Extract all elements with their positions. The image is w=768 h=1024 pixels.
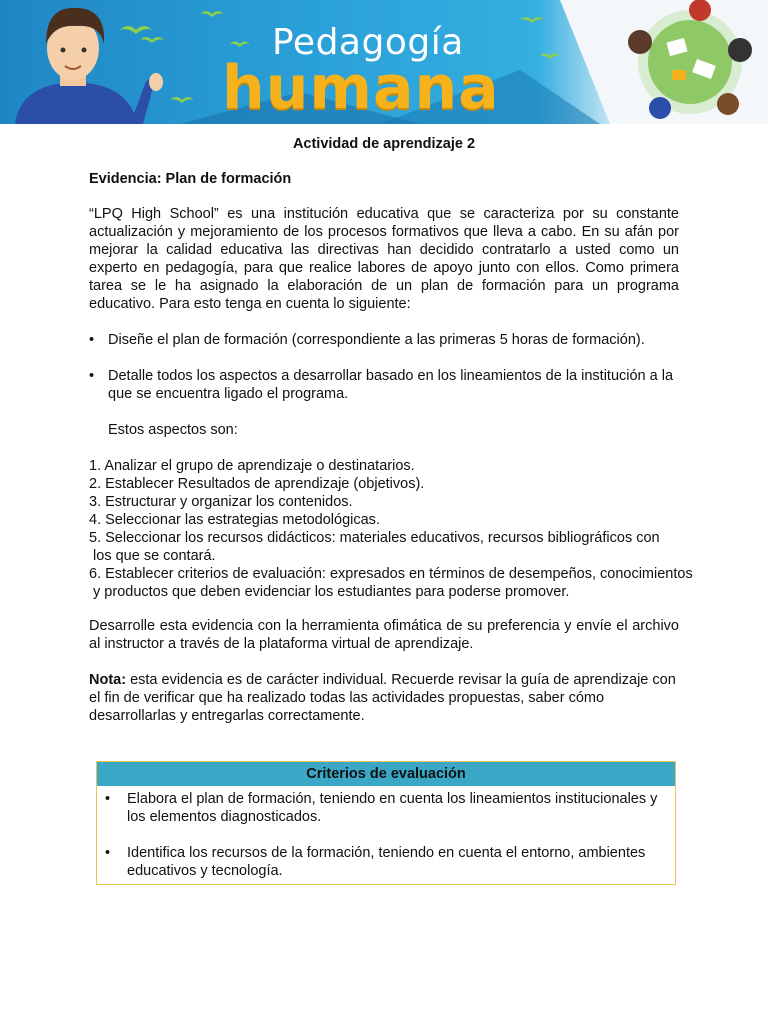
criteria-table-body (97, 786, 675, 884)
list-item: 2. Establecer Resultados de aprendizaje (objetivos). (89, 476, 425, 492)
evidence-title: Evidencia: Plan de formación (89, 171, 292, 187)
bird-icon (540, 54, 560, 60)
bird-icon (170, 97, 194, 103)
list-item: y productos que deben evidenciar los estudiantes para poderse promover. (89, 584, 570, 600)
bird-icon (200, 11, 224, 17)
banner-title-humana: humana (222, 53, 500, 123)
list-item: 5. Seleccionar los recursos didácticos: materiales educativos, recursos bibliográficos con (89, 530, 660, 546)
note-label: Nota: (89, 672, 127, 688)
activity-heading: Actividad de aprendizaje 2 (292, 136, 476, 152)
bird-icon (120, 26, 152, 34)
criteria-table-header: Criterios de evaluación (97, 762, 675, 786)
list-item: • Elabora el plan de formación, teniendo en cuenta los lineamientos institucionales y los elementos diagnosticados. (105, 790, 667, 826)
list-item: • Diseñe el plan de formación (correspondiente a las primeras 5 horas de formación). (89, 331, 679, 349)
list-item: • Identifica los recursos de la formación, teniendo en cuenta el entorno, ambientes educativos y tecnología. (105, 844, 667, 880)
list-item: 4. Seleccionar las estrategias metodológicas. (89, 512, 380, 528)
note-text: esta evidencia es de carácter individual. Recuerde revisar la guía de aprendizaje con el fin de verificar que ha realizado todas las actividades propuestas, saber cómo desarrollarlas y entregarlas correctamente. (89, 672, 676, 724)
teacher-character-illustration (15, 8, 163, 124)
list-item: los que se contará. (89, 548, 216, 564)
banner-title-pedagogia: Pedagogía (272, 22, 464, 63)
list-item: 1. Analizar el grupo de aprendizaje o destinatarios. (89, 458, 415, 474)
bird-icon (140, 37, 164, 43)
bird-icon (520, 17, 544, 23)
intro-paragraph: “LPQ High School” es una institución educativa que se caracteriza por su constante actualización y mejoramiento de los procesos formativos que lleva a cabo. En su afán por mejorar la calidad educativa las directivas han decidido contratarlo a usted como un experto en pedagogía, para que realice labores de apoyo junto con ellos. Como primera tarea se le ha asignado la elaboración de un plan de formación para un programa educativo. Para esto tenga en cuenta lo siguiente: (89, 206, 679, 312)
criteria-table (96, 761, 676, 885)
list-item: • Detalle todos los aspectos a desarrollar basado en los lineamientos de la institución a la que se encuentra ligado el programa. (89, 367, 679, 403)
header-banner (0, 0, 768, 124)
note-paragraph (89, 671, 679, 725)
instruction-bullets (89, 331, 679, 403)
submission-paragraph: Desarrolle esta evidencia con la herramienta ofimática de su preferencia y envíe el archivo al instructor a través de la plataforma virtual de aprendizaje. (89, 618, 679, 652)
bird-icon (230, 42, 250, 48)
document-body (89, 134, 693, 725)
aspects-intro: Estos aspectos son: (108, 422, 238, 438)
list-item: 6. Establecer criterios de evaluación: expresados en términos de desempeños, conocimientos (89, 566, 693, 582)
list-item: 3. Estructurar y organizar los contenidos. (89, 494, 353, 510)
aspects-list (89, 457, 719, 601)
